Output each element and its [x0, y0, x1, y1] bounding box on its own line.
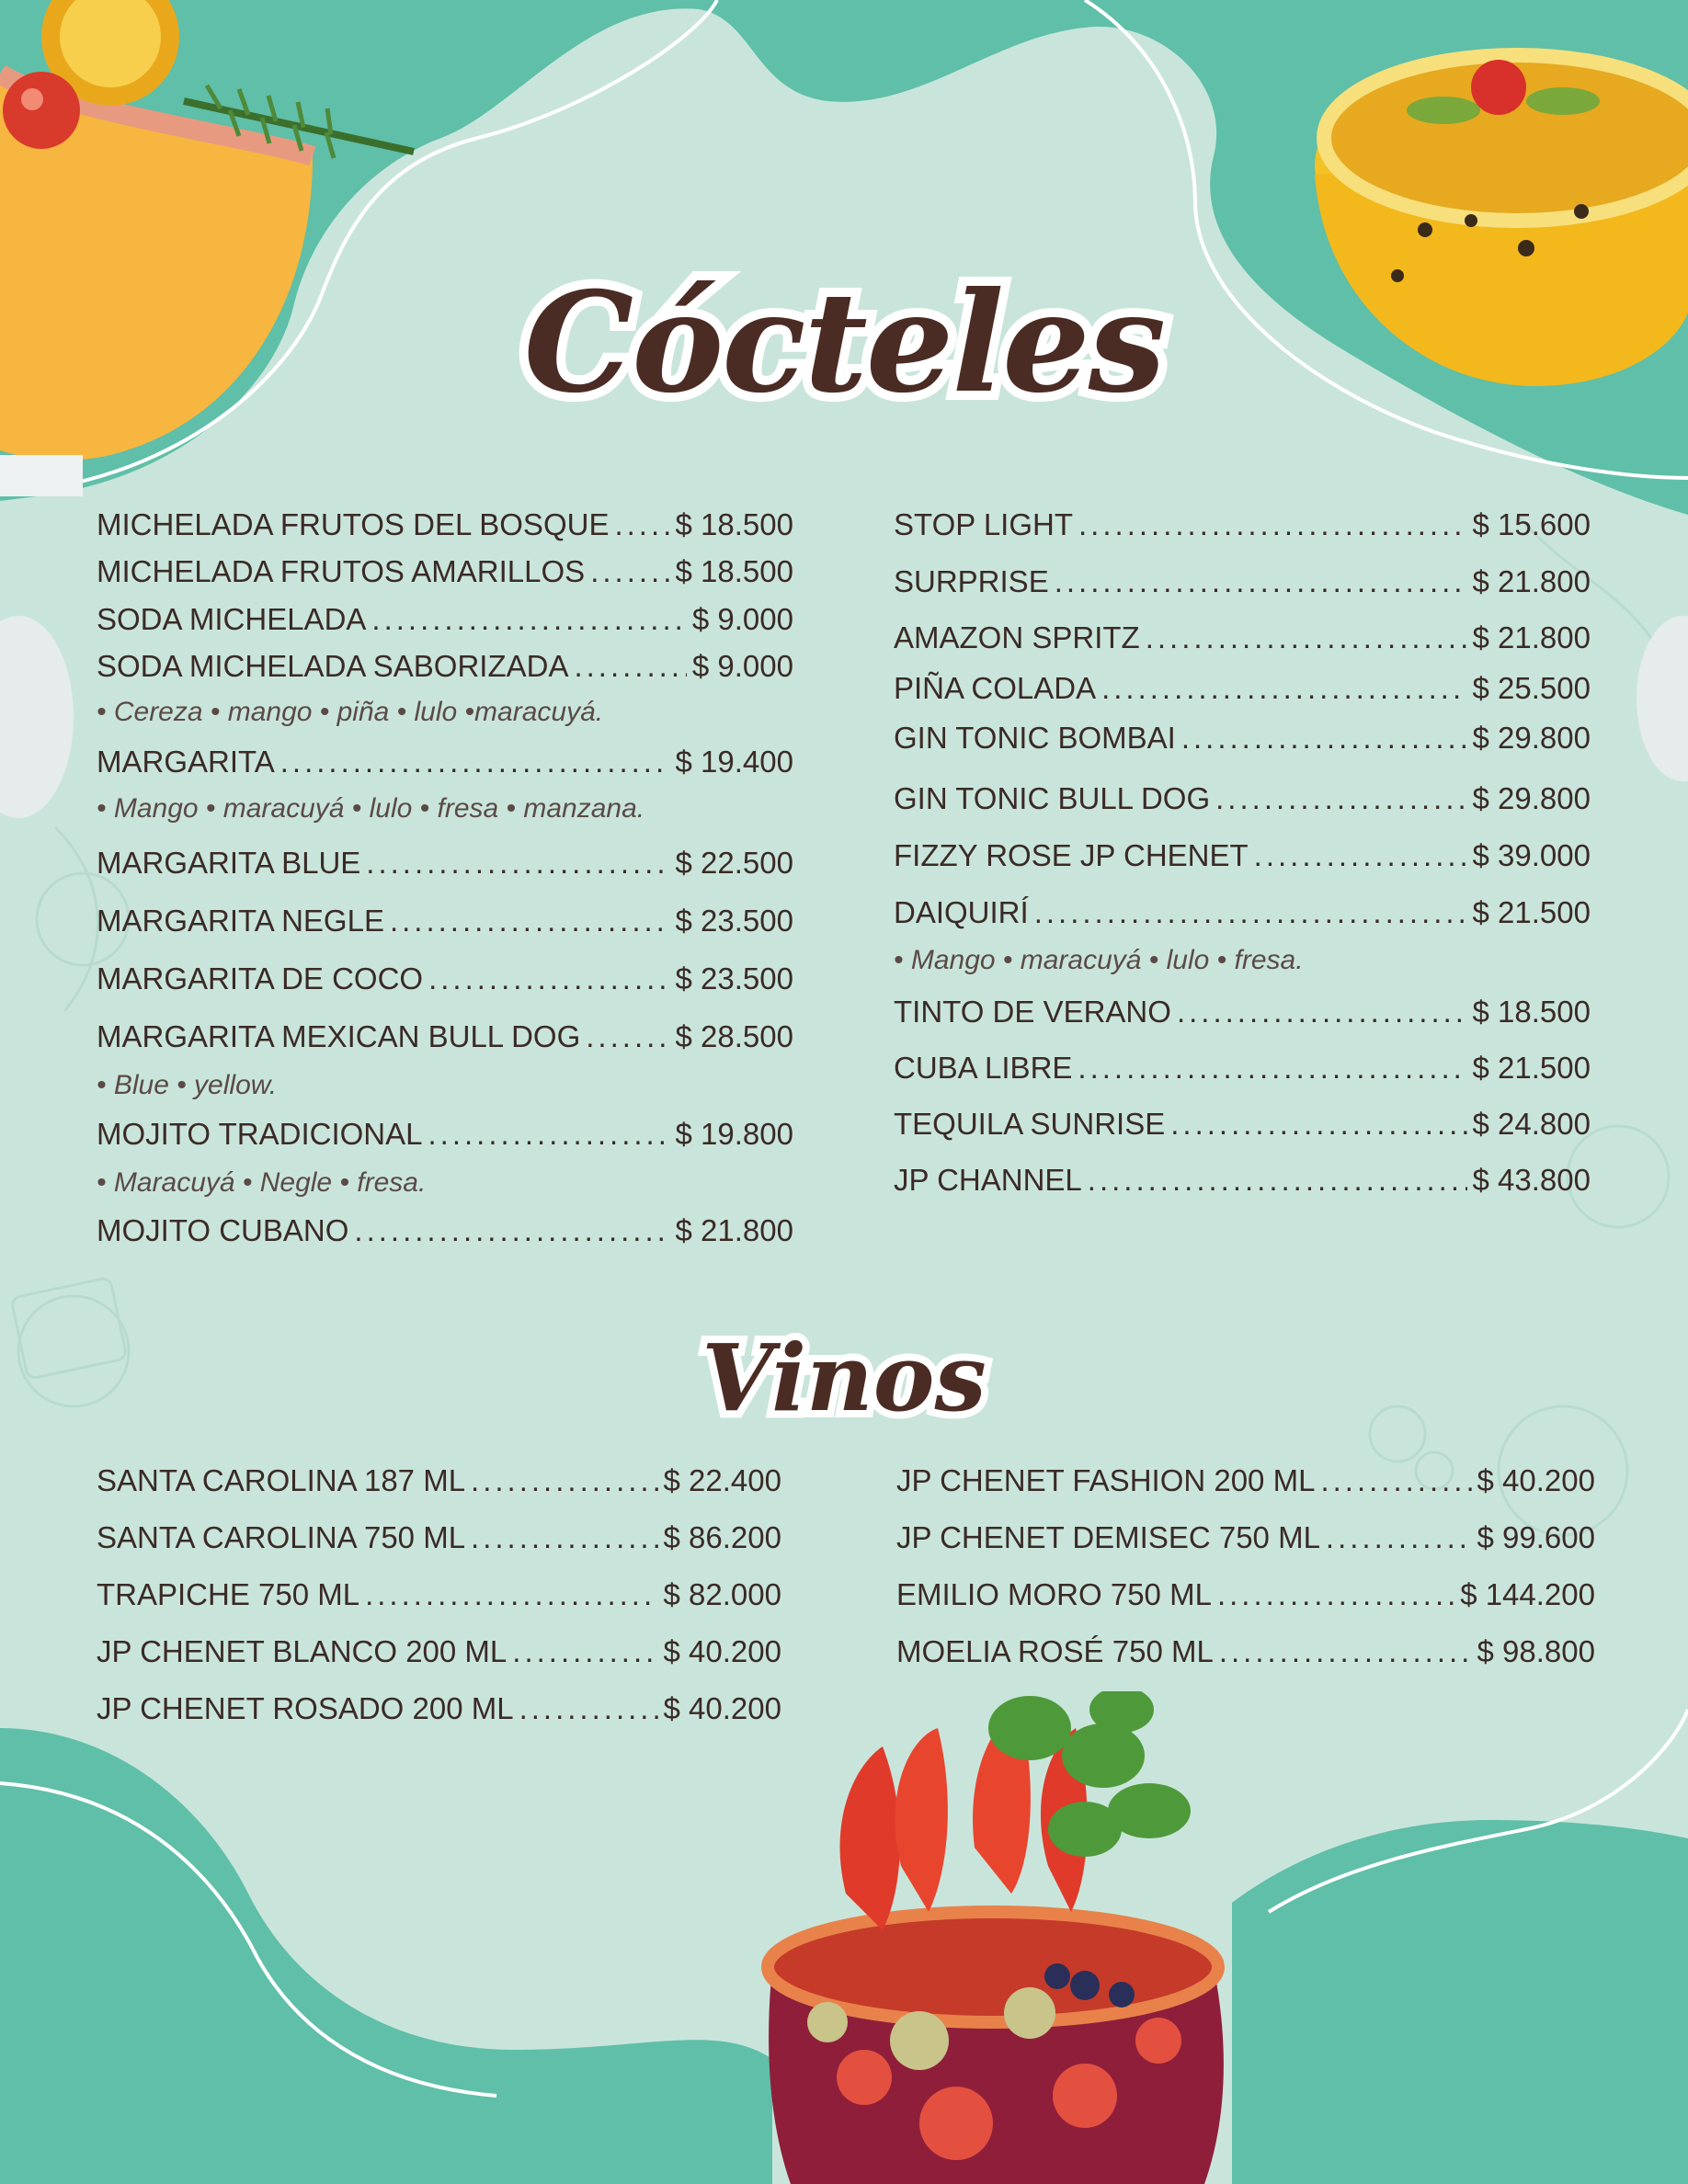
menu-item — [97, 1577, 781, 1612]
item-price: $ 39.000 — [1472, 838, 1591, 872]
item-name: MOELIA ROSÉ 750 ML — [896, 1634, 1214, 1668]
leader-dots — [1170, 1107, 1466, 1142]
menu-item — [896, 1634, 1595, 1669]
leader-dots — [1254, 838, 1467, 873]
menu-item — [894, 620, 1591, 655]
item-price: $ 28.500 — [675, 1019, 793, 1053]
item-price: $ 43.800 — [1472, 1163, 1591, 1197]
item-name: DAIQUIRÍ — [894, 895, 1029, 929]
item-price: $ 86.200 — [663, 1520, 781, 1554]
leader-dots — [1181, 721, 1467, 756]
menu-item — [894, 1163, 1591, 1198]
item-name: MARGARITA — [97, 745, 275, 779]
item-price: $ 19.800 — [675, 1117, 793, 1151]
item-price: $ 24.800 — [1472, 1107, 1591, 1141]
leader-dots — [1034, 895, 1467, 930]
leader-dots — [428, 961, 669, 996]
item-name: MICHELADA FRUTOS DEL BOSQUE — [97, 507, 610, 541]
menu-item — [97, 507, 793, 542]
item-name: GIN TONIC BULL DOG — [894, 781, 1211, 815]
item-price: $ 29.800 — [1472, 781, 1591, 815]
leader-dots — [354, 1213, 669, 1248]
leader-dots — [471, 1520, 657, 1555]
item-name: SODA MICHELADA — [97, 602, 367, 636]
leader-dots — [1101, 671, 1466, 706]
item-name: MARGARITA BLUE — [97, 846, 361, 880]
menu-item — [894, 721, 1591, 756]
menu-item — [896, 1463, 1595, 1498]
item-name: JP CHENET DEMISEC 750 ML — [896, 1520, 1320, 1554]
leader-dots — [428, 1117, 670, 1152]
menu-item — [97, 649, 793, 684]
item-name: GIN TONIC BOMBAI — [894, 721, 1176, 755]
leader-dots — [586, 1019, 669, 1054]
item-name: JP CHENET FASHION 200 ML — [896, 1463, 1316, 1497]
item-name: PIÑA COLADA — [894, 671, 1097, 705]
menu-item — [97, 745, 793, 779]
item-name: SANTA CAROLINA 187 ML — [97, 1463, 466, 1497]
menu-item — [97, 554, 793, 589]
item-price: $ 29.800 — [1472, 721, 1591, 755]
item-note: • Maracuyá • Negle • fresa. — [97, 1167, 427, 1198]
menu-item — [894, 1107, 1591, 1142]
leader-dots — [614, 507, 669, 542]
menu-item — [894, 564, 1591, 599]
leader-dots — [1177, 995, 1467, 1029]
item-price: $ 23.500 — [675, 961, 793, 995]
item-name: MOJITO TRADICIONAL — [97, 1117, 423, 1151]
item-price: $ 98.800 — [1477, 1634, 1595, 1668]
item-name: MARGARITA DE COCO — [97, 961, 424, 995]
menu-item — [896, 1577, 1595, 1612]
item-price: $ 99.600 — [1477, 1520, 1595, 1554]
leader-dots — [1088, 1163, 1467, 1198]
item-note: • Mango • maracuyá • lulo • fresa • manzana. — [97, 793, 645, 824]
item-name: JP CHENET BLANCO 200 ML — [97, 1634, 508, 1668]
menu-item — [894, 895, 1591, 930]
item-price: $ 18.500 — [675, 507, 793, 541]
leader-dots — [1146, 620, 1467, 655]
item-name: MOJITO CUBANO — [97, 1213, 349, 1247]
leader-dots — [1219, 1634, 1472, 1669]
leader-dots — [1217, 1577, 1454, 1612]
item-price: $ 21.500 — [1472, 1051, 1591, 1085]
menu-item — [894, 781, 1591, 816]
item-price: $ 18.500 — [675, 554, 793, 588]
item-name: EMILIO MORO 750 ML — [896, 1577, 1212, 1611]
menu-item — [97, 904, 793, 938]
item-name: TRAPICHE 750 ML — [97, 1577, 360, 1611]
item-price: $ 23.500 — [675, 904, 793, 938]
item-name: FIZZY ROSE JP CHENET — [894, 838, 1249, 872]
item-price: $ 9.000 — [691, 649, 793, 683]
menu-item — [97, 1691, 781, 1726]
item-name: AMAZON SPRITZ — [894, 620, 1140, 654]
item-name: STOP LIGHT — [894, 507, 1074, 541]
menu-item — [894, 1051, 1591, 1086]
menu-item — [894, 671, 1591, 706]
item-price: $ 25.500 — [1472, 671, 1591, 705]
menu-item — [894, 995, 1591, 1029]
menu-item — [894, 507, 1591, 542]
leader-dots — [1320, 1463, 1471, 1498]
leader-dots — [1055, 564, 1467, 599]
menu-item — [97, 846, 793, 881]
item-name: MARGARITA MEXICAN BULL DOG — [97, 1019, 581, 1053]
item-name: TINTO DE VERANO — [894, 995, 1171, 1029]
leader-dots — [1078, 507, 1467, 542]
leader-dots — [471, 1463, 657, 1498]
leader-dots — [519, 1691, 658, 1726]
leader-dots — [390, 904, 670, 938]
item-name: TEQUILA SUNRISE — [894, 1107, 1166, 1141]
item-name: JP CHENET ROSADO 200 ML — [97, 1691, 514, 1725]
item-name: MICHELADA FRUTOS AMARILLOS — [97, 554, 586, 588]
item-price: $ 19.400 — [675, 745, 793, 779]
menu-item — [894, 838, 1591, 873]
menu-item — [97, 602, 793, 637]
item-price: $ 21.800 — [1472, 564, 1591, 598]
item-note: • Mango • maracuyá • lulo • fresa. — [894, 945, 1304, 975]
wines-title: Vinos — [701, 1324, 987, 1432]
item-name: JP CHANNEL — [894, 1163, 1082, 1197]
menu-item — [97, 1520, 781, 1555]
leader-dots — [574, 649, 686, 684]
item-note: • Cereza • mango • piña • lulo •maracuyá. — [97, 697, 604, 727]
item-name: SODA MICHELADA SABORIZADA — [97, 649, 569, 683]
leader-dots — [371, 602, 686, 637]
item-price: $ 40.200 — [1477, 1463, 1595, 1497]
item-price: $ 22.500 — [675, 846, 793, 880]
item-price: $ 21.500 — [1472, 895, 1591, 929]
leader-dots — [1215, 781, 1466, 816]
menu-item — [97, 1463, 781, 1498]
cocktails-title: Cócteles — [523, 262, 1165, 424]
item-note: • Blue • yellow. — [97, 1070, 278, 1100]
item-name: MARGARITA NEGLE — [97, 904, 384, 938]
item-price: $ 40.200 — [663, 1634, 781, 1668]
menu-item — [97, 1634, 781, 1669]
item-price: $ 82.000 — [663, 1577, 781, 1611]
menu-item — [896, 1520, 1595, 1555]
item-price: $ 21.800 — [675, 1213, 793, 1247]
leader-dots — [1078, 1051, 1466, 1086]
menu-item — [97, 961, 793, 996]
item-name: CUBA LIBRE — [894, 1051, 1073, 1085]
leader-dots — [365, 1577, 657, 1612]
bottom-drink-image — [754, 1691, 1250, 2184]
leader-dots — [512, 1634, 657, 1669]
item-price: $ 21.800 — [1472, 620, 1591, 654]
menu-item — [97, 1213, 793, 1248]
leader-dots — [590, 554, 669, 589]
leader-dots — [280, 745, 670, 779]
leader-dots — [1326, 1520, 1472, 1555]
leader-dots — [366, 846, 669, 881]
item-price: $ 22.400 — [663, 1463, 781, 1497]
item-name: SANTA CAROLINA 750 ML — [97, 1520, 466, 1554]
menu-item — [97, 1117, 793, 1152]
item-price: $ 9.000 — [691, 602, 793, 636]
menu-item — [97, 1019, 793, 1054]
item-price: $ 15.600 — [1472, 507, 1591, 541]
item-price: $ 18.500 — [1472, 995, 1591, 1029]
item-price: $ 144.200 — [1460, 1577, 1595, 1611]
item-name: SURPRISE — [894, 564, 1049, 598]
item-price: $ 40.200 — [663, 1691, 781, 1725]
